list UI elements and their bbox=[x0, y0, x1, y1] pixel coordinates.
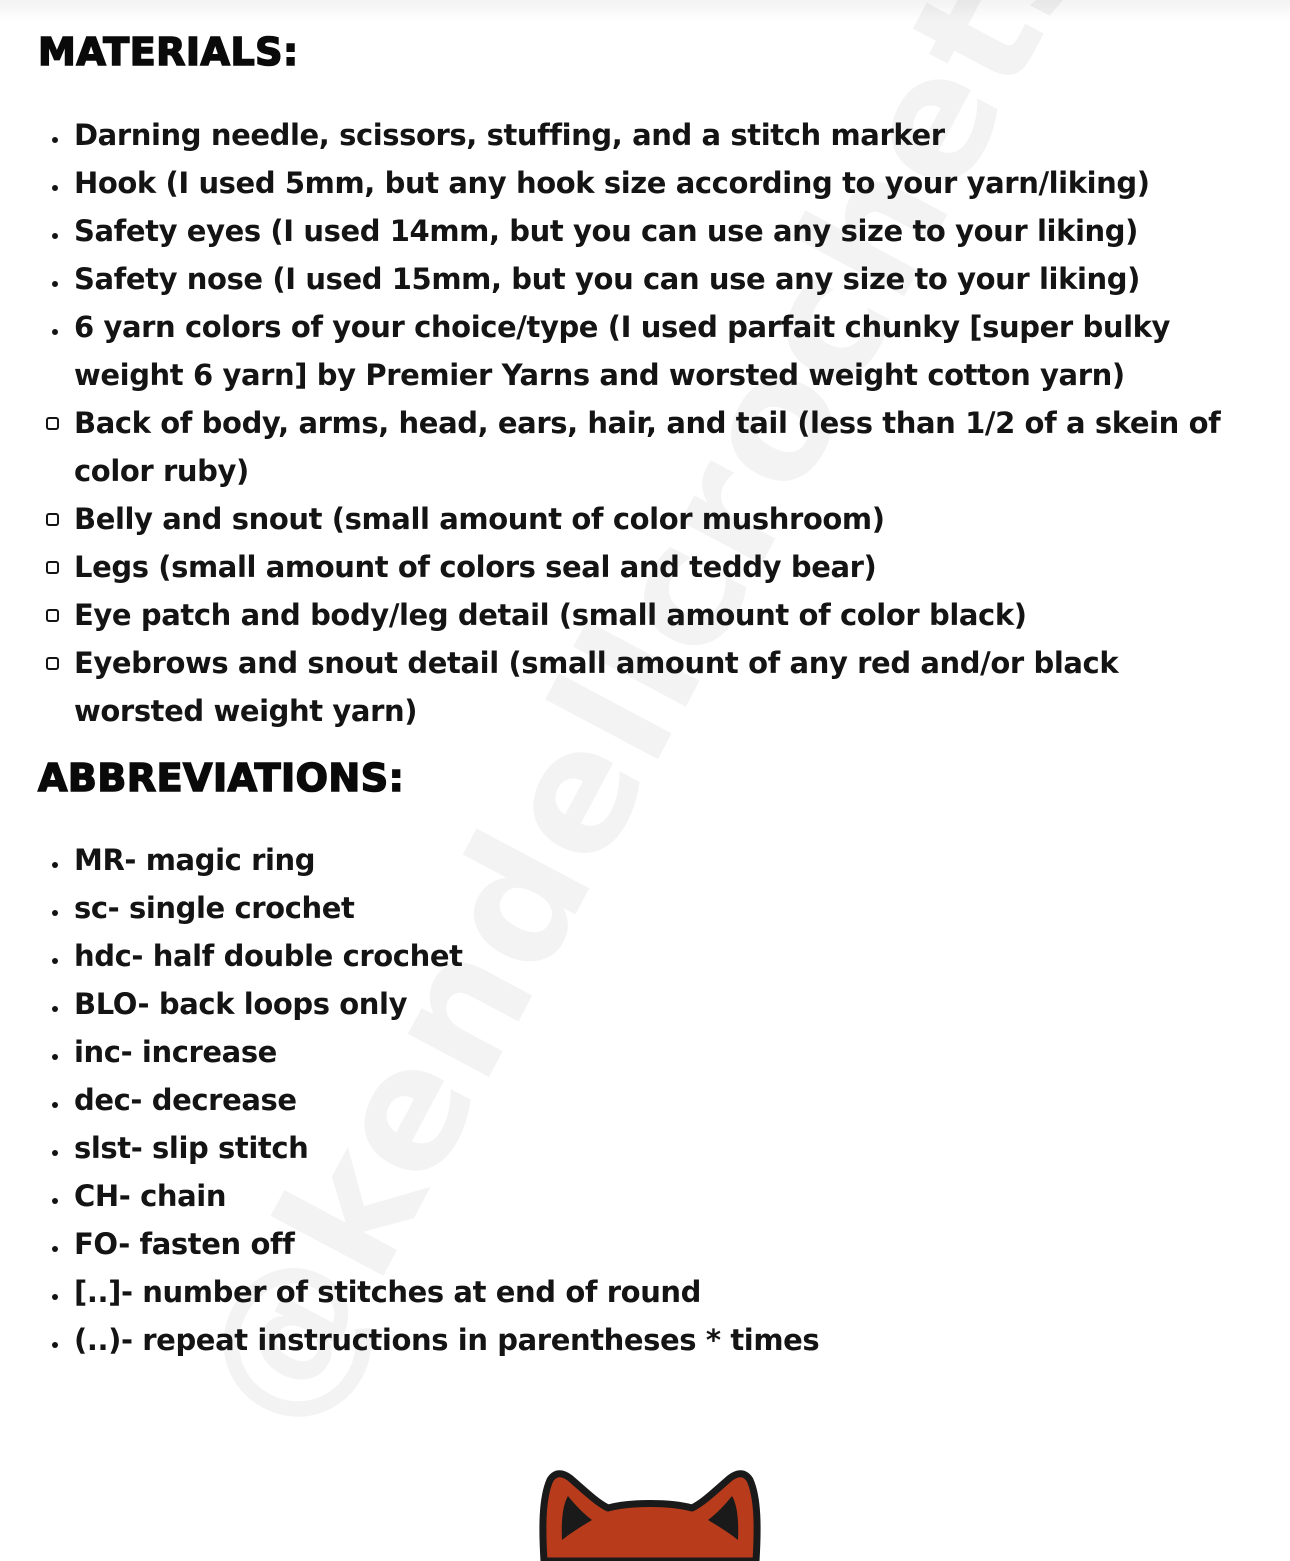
bullet-icon bbox=[0, 1220, 74, 1268]
bullet-icon bbox=[0, 836, 74, 884]
bullet-icon bbox=[0, 207, 74, 255]
list-item-text: [..]- number of stitches at end of round bbox=[74, 1275, 702, 1309]
list-item bbox=[0, 639, 1290, 735]
list-item-text: sc- single crochet bbox=[74, 891, 355, 925]
bullet-icon bbox=[0, 1316, 74, 1364]
list-item bbox=[0, 1220, 1290, 1268]
list-item bbox=[0, 932, 1290, 980]
list-item-text: Legs (small amount of colors seal and teddy bear) bbox=[74, 550, 877, 584]
bullet-icon bbox=[0, 884, 74, 932]
checkbox-icon bbox=[0, 495, 74, 543]
list-item-text: Eye patch and body/leg detail (small amount of color black) bbox=[74, 598, 1027, 632]
list-item-text: inc- increase bbox=[74, 1035, 277, 1069]
list-item bbox=[0, 303, 1290, 399]
list-item-text: Hook (I used 5mm, but any hook size according to your yarn/liking) bbox=[74, 166, 1150, 200]
bullet-icon bbox=[0, 1172, 74, 1220]
list-item-text: slst- slip stitch bbox=[74, 1131, 309, 1165]
bullet-icon bbox=[0, 980, 74, 1028]
bullet-icon bbox=[0, 1124, 74, 1172]
list-item-text: Safety nose (I used 15mm, but you can use any size to your liking) bbox=[74, 262, 1140, 296]
list-item-text: Eyebrows and snout detail (small amount of any red and/or black worsted weight yarn) bbox=[74, 646, 1119, 728]
checkbox-icon bbox=[0, 543, 74, 591]
list-item-text: 6 yarn colors of your choice/type (I used parfait chunky [super bulky weight 6 yarn] by Premier Yarns and worsted weight cotton yarn) bbox=[74, 310, 1170, 392]
list-item-text: Darning needle, scissors, stuffing, and a stitch marker bbox=[74, 118, 945, 152]
list-item-text: Belly and snout (small amount of color mushroom) bbox=[74, 502, 885, 536]
list-item bbox=[0, 591, 1290, 639]
list-item bbox=[0, 111, 1290, 159]
bullet-icon bbox=[0, 303, 74, 351]
fox-head-icon bbox=[538, 1468, 762, 1561]
materials-list bbox=[0, 111, 1290, 735]
checkbox-icon bbox=[0, 639, 74, 687]
list-item-text: hdc- half double crochet bbox=[74, 939, 463, 973]
bullet-icon bbox=[0, 1076, 74, 1124]
bullet-icon bbox=[0, 1028, 74, 1076]
list-item bbox=[0, 1172, 1290, 1220]
bullet-icon bbox=[0, 159, 74, 207]
abbreviations-heading: ABBREVIATIONS: bbox=[38, 756, 405, 800]
list-item-text: (..)- repeat instructions in parentheses * times bbox=[74, 1323, 820, 1357]
list-item-text: CH- chain bbox=[74, 1179, 227, 1213]
list-item bbox=[0, 495, 1290, 543]
list-item-text: FO- fasten off bbox=[74, 1227, 295, 1261]
list-item-text: Safety eyes (I used 14mm, but you can use any size to your liking) bbox=[74, 214, 1138, 248]
list-item bbox=[0, 836, 1290, 884]
top-shadow bbox=[0, 0, 1290, 22]
bullet-icon bbox=[0, 1268, 74, 1316]
bullet-icon bbox=[0, 111, 74, 159]
list-item bbox=[0, 1316, 1290, 1364]
list-item bbox=[0, 1028, 1290, 1076]
materials-heading: MATERIALS: bbox=[38, 30, 299, 74]
list-item-text: Back of body, arms, head, ears, hair, and tail (less than 1/2 of a skein of color ruby) bbox=[74, 406, 1221, 488]
list-item-text: BLO- back loops only bbox=[74, 987, 408, 1021]
list-item-text: dec- decrease bbox=[74, 1083, 297, 1117]
list-item bbox=[0, 884, 1290, 932]
list-item bbox=[0, 207, 1290, 255]
list-item bbox=[0, 1076, 1290, 1124]
list-item bbox=[0, 399, 1290, 495]
list-item bbox=[0, 1268, 1290, 1316]
list-item bbox=[0, 159, 1290, 207]
list-item bbox=[0, 1124, 1290, 1172]
list-item-text: MR- magic ring bbox=[74, 843, 316, 877]
checkbox-icon bbox=[0, 399, 74, 447]
list-item bbox=[0, 543, 1290, 591]
bullet-icon bbox=[0, 255, 74, 303]
abbreviations-list bbox=[0, 836, 1290, 1364]
checkbox-icon bbox=[0, 591, 74, 639]
list-item bbox=[0, 980, 1290, 1028]
list-item bbox=[0, 255, 1290, 303]
bullet-icon bbox=[0, 932, 74, 980]
